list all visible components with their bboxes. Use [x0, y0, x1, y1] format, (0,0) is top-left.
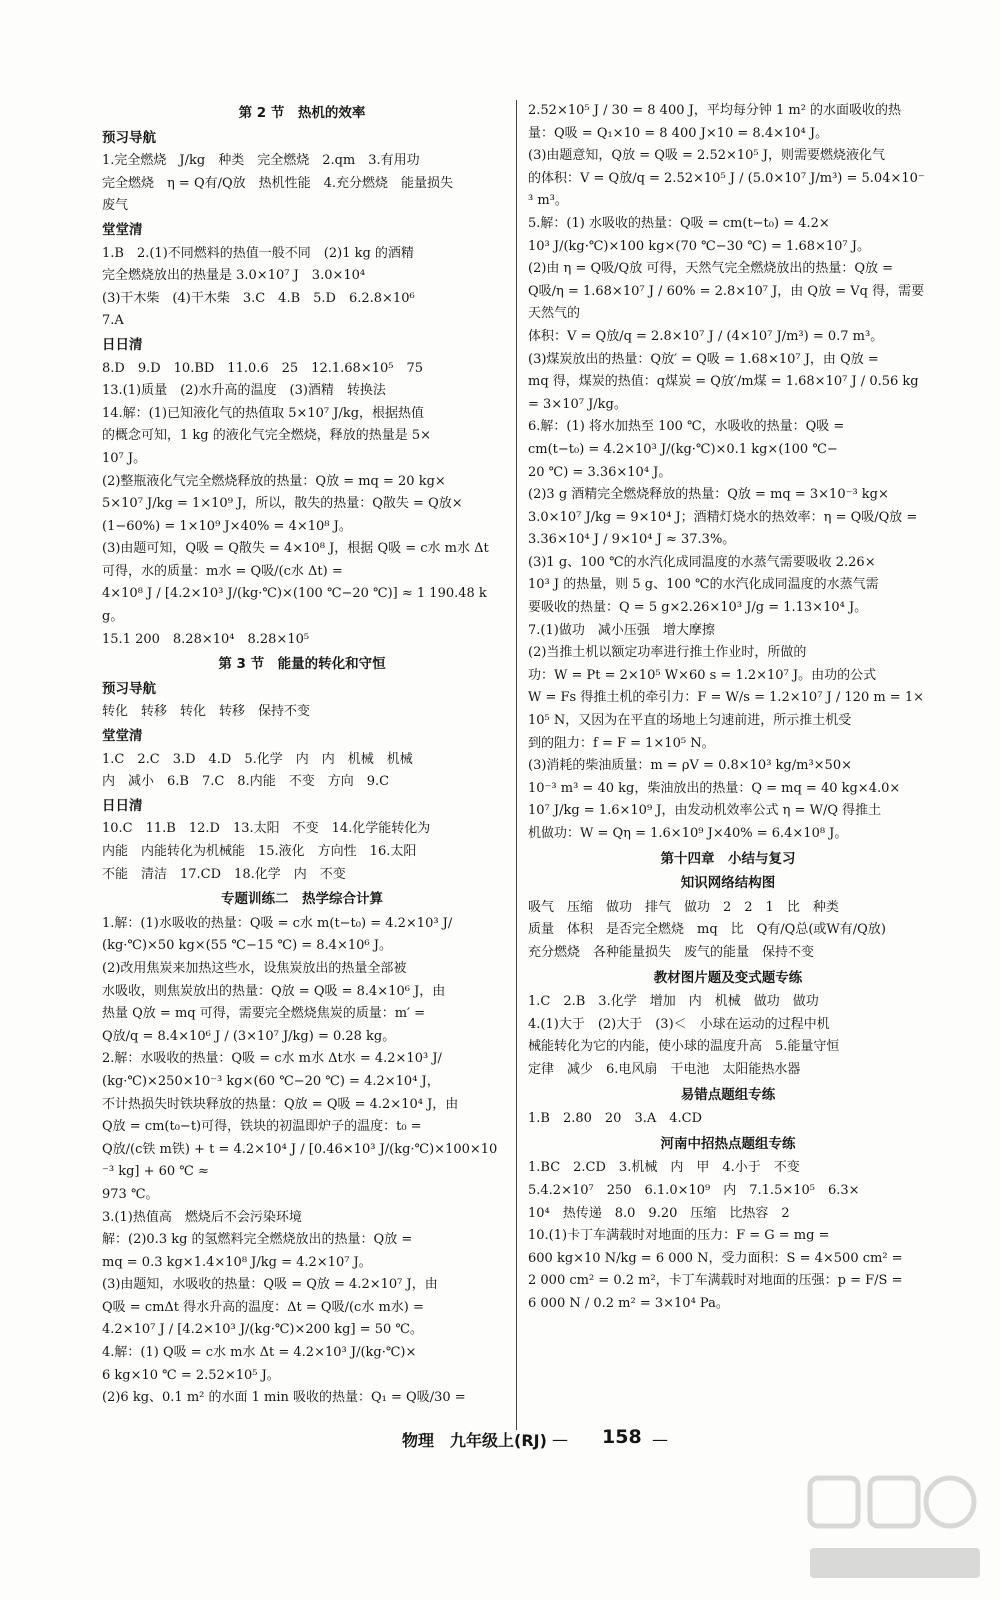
- footer-dash-right: —: [652, 1430, 668, 1449]
- answer-line: 功：W = Pt = 2×10⁵ W×60 s = 1.2×10⁷ J。由功的公式: [528, 667, 877, 683]
- answer-line: 不计热损失时铁块释放的热量：Q放 = Q吸 = 4.2×10⁴ J，由: [102, 1096, 459, 1112]
- answer-line: 充分燃烧 各种能量损失 废气的能量 保持不变: [528, 944, 815, 960]
- answer-line: (3)由题知，水吸收的热量：Q吸 = Q放 = 4.2×10⁷ J，由: [102, 1277, 438, 1293]
- answer-line: 4.(1)大于 (2)大于 (3)＜ 小球在运动的过程中机: [528, 1016, 830, 1032]
- answer-line: (3)由题可知，Q吸 = Q散失 = 4×10⁸ J，根据 Q吸 = c水 m水 Δt: [102, 541, 489, 557]
- answer-line: mq 得，煤炭的热值：q煤炭 = Q放′/m煤 = 1.68×10⁷ J / 0.56 kg = 3×10⁷ J/kg。: [528, 374, 923, 412]
- answer-line: (2)6 kg、0.1 m² 的水面 1 min 吸收的热量：Q₁ = Q吸/30 =: [102, 1390, 466, 1406]
- answer-line: 6 000 N / 0.2 m² = 3×10⁴ Pa。: [528, 1295, 729, 1311]
- section-title: 专题训练二 热学综合计算: [221, 891, 383, 908]
- answer-line: 15.1 200 8.28×10⁴ 8.28×10⁵: [102, 631, 310, 647]
- answer-line: 到的阻力：f = F = 1×10⁵ N。: [528, 735, 715, 751]
- answer-line: (3)煤炭放出的热量：Q放′ = Q吸 = 1.68×10⁷ J，由 Q放 =: [528, 351, 879, 367]
- answer-line: 体积：V = Q放/q = 2.8×10⁷ J / (4×10⁷ J/m³) = 0.7 m³。: [528, 328, 884, 344]
- answer-line: 质量 体积 是否完全燃烧 mq 比 Q有/Q总(或W有/Q放): [528, 922, 886, 938]
- answer-line: (kg·℃)×250×10⁻³ kg×(60 ℃−20 ℃) = 4.2×10⁴ J，: [102, 1073, 440, 1089]
- answer-line: 10³ J 的热量，则 5 g、100 ℃的水汽化成同温度的水蒸气需: [528, 577, 879, 593]
- answer-line: 10³ J/(kg·℃)×100 kg×(70 ℃−30 ℃) = 1.68×10⁷ J。: [528, 238, 870, 254]
- answer-line: 10⁴ 热传递 8.0 9.20 压缩 比热容 2: [528, 1205, 790, 1221]
- answer-line: 1.C 2.C 3.D 4.D 5.化学 内 内 机械 机械: [102, 751, 413, 767]
- answer-line: (3)1 g、100 ℃的水汽化成同温度的水蒸气需要吸收 2.26×: [528, 554, 876, 570]
- answer-line: (3)由题意知，Q放 = Q吸 = 2.52×10⁵ J，则需要燃烧液化气: [528, 148, 885, 164]
- answer-line: cm(t−t₀) = 4.2×10³ J/(kg·℃)×0.1 kg×(100 ℃−: [528, 441, 838, 457]
- subsection-title: 预习导航: [102, 680, 156, 697]
- answer-line: 解：(2)0.3 kg 的氢燃料完全燃烧放出的热量：Q放 =: [102, 1232, 413, 1248]
- answer-line: 5×10⁷ J/kg = 1×10⁹ J，所以，散失的热量：Q散失 = Q放×: [102, 496, 463, 512]
- answer-line: 4.解：(1) Q吸 = c水 m水 Δt = 4.2×10³ J/(kg·℃)×: [102, 1345, 417, 1361]
- subsection-title: 日日清: [102, 336, 143, 353]
- answer-line: 1.B 2.80 20 3.A 4.CD: [528, 1111, 703, 1127]
- answer-line: W = Fs 得推土机的牵引力：F = W/s = 1.2×10⁷ J / 120 m = 1×: [528, 690, 924, 706]
- answer-line: (1−60%) = 1×10⁹ J×40% = 4×10⁸ J。: [102, 518, 352, 534]
- answer-line: 20 ℃) = 3.36×10⁴ J。: [528, 464, 672, 480]
- answer-line: 1.BC 2.CD 3.机械 内 甲 4.小于 不变: [528, 1160, 800, 1176]
- answer-line: Q放 = cm(t₀−t)可得，铁块的初温即炉子的温度：t₀ =: [102, 1119, 422, 1135]
- section-title: 易错点题组专练: [680, 1086, 776, 1103]
- answer-line: mq = 0.3 kg×1.4×10⁸ J/kg = 4.2×10⁷ J。: [102, 1254, 372, 1270]
- section-title: 第 3 节 能量的转化和守恒: [218, 656, 386, 673]
- answer-line: 要吸收的热量：Q = 5 g×2.26×10³ J/g = 1.13×10⁴ J。: [528, 600, 868, 616]
- answer-line: 10.(1)卡丁车满载时对地面的压力：F = G = mg =: [528, 1228, 830, 1244]
- answer-line: 可得，水的质量：m水 = Q吸/(c水 Δt) =: [102, 563, 343, 579]
- answer-line: 3.36×10⁴ J / 9×10⁴ J ≈ 37.3%。: [528, 532, 736, 548]
- answer-line: (3)消耗的柴油质量：m = ρV = 0.8×10³ kg/m³×50×: [528, 758, 852, 774]
- section-title: 第 2 节 热机的效率: [238, 105, 366, 121]
- section-title: 河南中招热点题组专练: [660, 1135, 796, 1152]
- footer-dash-left: —: [552, 1430, 568, 1449]
- answer-line: 量：Q吸 = Q₁×10 = 8 400 J×10 = 8.4×10⁴ J。: [528, 125, 829, 141]
- answer-line: 1.C 2.B 3.化学 增加 内 机械 做功 做功: [528, 994, 819, 1010]
- subsection-title: 堂堂清: [102, 221, 143, 238]
- answer-line: 7.A: [102, 313, 124, 329]
- section-title: 第十四章 小结与复习: [660, 850, 796, 867]
- left-column: [102, 100, 502, 1410]
- answer-line: 6 kg×10 ℃ = 2.52×10⁵ J。: [102, 1367, 280, 1383]
- answer-line: Q放/(c铁 m铁) + t = 4.2×10⁴ J / [0.46×10³ J/(kg·℃)×100×10⁻³ kg] + 60 ℃ ≈: [102, 1141, 498, 1180]
- answer-line: 4×10⁸ J / [4.2×10³ J/(kg·℃)×(100 ℃−20 ℃)] ≈ 1 190.48 kg。: [102, 586, 487, 625]
- answer-line: 内能 内能转化为机械能 15.液化 方向性 16.太阳: [102, 844, 417, 859]
- answer-line: Q放/q = 8.4×10⁶ J / (3×10⁷ J/kg) = 0.28 kg。: [102, 1028, 396, 1044]
- answer-line: 废气: [102, 198, 129, 214]
- answer-line: 水吸收，则焦炭放出的热量：Q放 = Q吸 = 8.4×10⁶ J，由: [102, 983, 446, 999]
- answer-line: 4.2×10⁷ J / [4.2×10³ J/(kg·℃)×200 kg] = 50 ℃。: [102, 1322, 423, 1338]
- answer-line: (2)由 η = Q吸/Q放 可得，天然气完全燃烧放出的热量：Q放 =: [528, 261, 894, 277]
- section-title: 知识网络结构图: [680, 875, 776, 892]
- section-title: 教材图片题及变式题专练: [653, 969, 803, 986]
- answer-line: 5.解：(1) 水吸收的热量：Q吸 = cm(t−t₀) = 4.2×: [528, 215, 830, 231]
- answer-line: (3)干木柴 (4)干木柴 3.C 4.B 5.D 6.2.8×10⁶: [102, 290, 415, 306]
- answer-line: 2.解：水吸收的热量：Q吸 = c水 m水 Δt水 = 4.2×10³ J/: [102, 1051, 442, 1067]
- answer-line: 10.C 11.B 12.D 13.太阳 不变 14.化学能转化为: [102, 821, 431, 837]
- subsection-title: 日日清: [102, 797, 143, 814]
- page-number: 158: [602, 1426, 642, 1448]
- answer-line: (kg·℃)×50 kg×(55 ℃−15 ℃) = 8.4×10⁶ J。: [102, 938, 392, 954]
- answer-line: 6.解：(1) 将水加热至 100 ℃，水吸收的热量：Q吸 =: [528, 419, 845, 435]
- answer-line: 5.4.2×10⁷ 250 6.1.0×10⁹ 内 7.1.5×10⁵ 6.3×: [528, 1182, 860, 1198]
- answer-line: (2)3 g 酒精完全燃烧释放的热量：Q放 = mq = 3×10⁻³ kg×: [528, 487, 889, 503]
- answer-line: 转化 转移 转化 转移 保持不变: [102, 704, 311, 720]
- answer-line: 不能 清洁 17.CD 18.化学 内 不变: [102, 866, 346, 882]
- answer-line: (2)整瓶液化气完全燃烧释放的热量：Q放 = mq = 20 kg×: [102, 473, 446, 489]
- answer-line: 热量 Q放 = mq 可得，需要完全燃烧焦炭的质量：m′ =: [102, 1006, 426, 1022]
- answer-line: 7.(1)做功 减小压强 增大摩擦: [528, 622, 715, 638]
- answer-line: 1.完全燃烧 J/kg 种类 完全燃烧 2.qm 3.有用功: [102, 153, 420, 169]
- answer-line: 10⁵ N，又因为在平直的场地上匀速前进，所示推土机受: [528, 713, 852, 729]
- answer-line: 8.D 9.D 10.BD 11.0.6 25 12.1.68×10⁵ 75: [102, 360, 424, 376]
- subsection-title: 堂堂清: [102, 728, 143, 745]
- subsection-title: 预习导航: [102, 129, 156, 146]
- answer-line: 的概念可知，1 kg 的液化气完全燃烧，释放的热量是 5×: [102, 428, 432, 444]
- answer-line: 1.解：(1)水吸收的热量：Q吸 = c水 m(t−t₀) = 4.2×10³ J/: [102, 915, 453, 931]
- answer-line: 3.0×10⁷ J/kg = 9×10⁴ J；酒精灯烧水的热效率：η = Q吸/Q放 =: [528, 509, 918, 525]
- answer-line: (2)当推土机以额定功率进行推土作业时，所做的: [528, 645, 807, 661]
- answer-line: 1.B 2.(1)不同燃料的热值一般不同 (2)1 kg 的酒精: [102, 245, 414, 261]
- answer-line: 10⁷ J。: [102, 450, 147, 466]
- right-column: [528, 100, 928, 1315]
- answer-line: 973 ℃。: [102, 1186, 159, 1202]
- column-divider: [516, 100, 517, 1430]
- page-footer: [102, 1428, 928, 1458]
- answer-line: 完全燃烧 η = Q有/Q放 热机性能 4.充分燃烧 能量损失: [102, 175, 454, 191]
- answer-line: 定律 减少 6.电风扇 干电池 太阳能热水器: [528, 1061, 801, 1077]
- answer-line: 13.(1)质量 (2)水升高的温度 (3)酒精 转换法: [102, 383, 386, 399]
- answer-line: 14.解：(1)已知液化气的热值取 5×10⁷ J/kg，根据热值: [102, 405, 425, 421]
- answer-line: 2.52×10⁵ J / 30 = 8 400 J，平均每分钟 1 m² 的水面吸收的热: [528, 103, 902, 118]
- answer-line: 机做功：W = Qη = 1.6×10⁹ J×40% = 6.4×10⁸ J。: [528, 826, 848, 841]
- answer-line: 的体积：V = Q放/q = 2.52×10⁵ J / (5.0×10⁷ J/m³) = 5.04×10⁻³ m³。: [528, 170, 925, 209]
- footer-subject: 物理 九年级上(RJ): [402, 1431, 547, 1450]
- answer-line: 内 减小 6.B 7.C 8.内能 不变 方向 9.C: [102, 774, 390, 790]
- answer-line: 2 000 cm² = 0.2 m²，卡丁车满载时对地面的压强：p = F/S =: [528, 1273, 903, 1289]
- answer-line: Q吸/η = 1.68×10⁷ J / 60% = 2.8×10⁷ J，由 Q放 = Vq 得，需要天然气的: [528, 283, 925, 322]
- watermark-logo: [800, 1470, 990, 1590]
- answer-line: (2)改用焦炭来加热这些水，设焦炭放出的热量全部被: [102, 960, 407, 976]
- answer-line: 械能转化为它的内能，使小球的温度升高 5.能量守恒: [528, 1039, 840, 1055]
- answer-line: 10⁻³ m³ = 40 kg，柴油放出的热量：Q = mq = 40 kg×4.0×: [528, 780, 901, 796]
- answer-line: 10⁷ J/kg = 1.6×10⁹ J，由发动机效率公式 η = W/Q 得推土: [528, 803, 882, 819]
- answer-line: Q吸 = cmΔt 得水升高的温度：Δt = Q吸/(c水 m水) =: [102, 1299, 424, 1315]
- answer-line: 3.(1)热值高 燃烧后不会污染环境: [102, 1209, 302, 1225]
- answer-line: 吸气 压缩 做功 排气 做功 2 2 1 比 种类: [528, 899, 839, 915]
- answer-line: 600 kg×10 N/kg = 6 000 N，受力面积：S = 4×500 cm² =: [528, 1250, 903, 1266]
- answer-line: 完全燃烧放出的热量是 3.0×10⁷ J 3.0×10⁴: [102, 268, 366, 284]
